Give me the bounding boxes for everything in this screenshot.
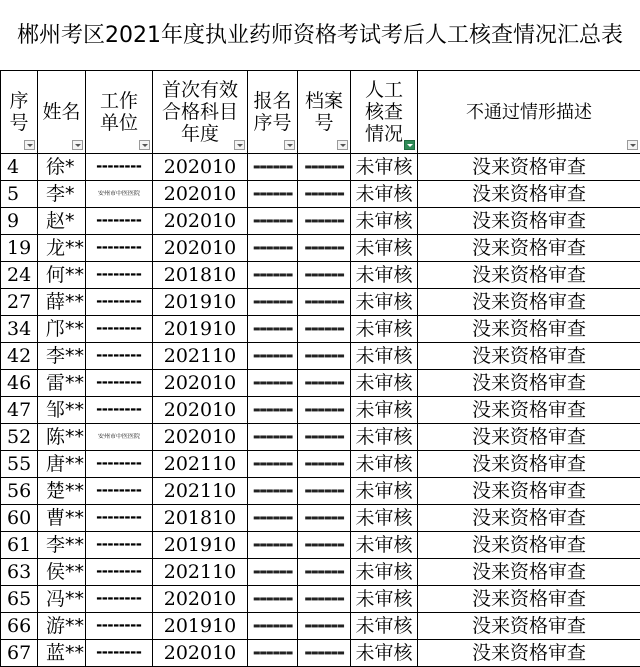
cell-unit: ▬▬▬▬▬▬▬▬	[86, 208, 153, 235]
cell-file-no: ▬▬▬▬▬▬	[298, 370, 351, 397]
cell-unit: ▬▬▬▬▬▬▬▬	[86, 613, 153, 640]
cell-name: 李*	[38, 181, 86, 208]
cell-name: 赵*	[38, 208, 86, 235]
filter-dropdown-icon[interactable]	[234, 140, 245, 150]
cell-reg-no: ▬▬▬▬▬▬	[248, 289, 298, 316]
cell-seq: 4	[1, 154, 38, 181]
cell-name: 李**	[38, 343, 86, 370]
cell-status: 未审核	[351, 235, 418, 262]
cell-unit: ▬▬▬▬▬▬▬▬	[86, 478, 153, 505]
cell-reg-no: ▬▬▬▬▬▬	[248, 397, 298, 424]
cell-name: 曹**	[38, 505, 86, 532]
cell-desc: 没来资格审查	[418, 640, 640, 667]
filter-active-icon[interactable]	[404, 140, 415, 150]
cell-file-no: ▬▬▬▬▬▬	[298, 154, 351, 181]
table-row	[1, 613, 640, 640]
cell-status: 未审核	[351, 289, 418, 316]
cell-name: 邹**	[38, 397, 86, 424]
cell-reg-no: ▬▬▬▬▬▬	[248, 424, 298, 451]
cell-year: 202110	[153, 343, 248, 370]
header-desc	[418, 71, 640, 154]
cell-seq: 63	[1, 559, 38, 586]
header-name-label: 姓名	[42, 101, 80, 123]
cell-reg-no: ▬▬▬▬▬▬	[248, 154, 298, 181]
cell-desc: 没来资格审查	[418, 505, 640, 532]
cell-name: 侯**	[38, 559, 86, 586]
cell-seq: 34	[1, 316, 38, 343]
cell-name: 冯**	[38, 586, 86, 613]
cell-unit: ▬▬▬▬▬▬▬▬	[86, 640, 153, 667]
results-table	[0, 70, 640, 667]
cell-reg-no: ▬▬▬▬▬▬	[248, 505, 298, 532]
table-row	[1, 208, 640, 235]
cell-file-no: ▬▬▬▬▬▬	[298, 235, 351, 262]
cell-reg-no: ▬▬▬▬▬▬	[248, 586, 298, 613]
cell-name: 陈**	[38, 424, 86, 451]
cell-name: 李**	[38, 532, 86, 559]
filter-dropdown-icon[interactable]	[139, 140, 150, 150]
header-file-no-label: 档案号	[303, 90, 345, 134]
cell-seq: 60	[1, 505, 38, 532]
table-row	[1, 424, 640, 451]
cell-reg-no: ▬▬▬▬▬▬	[248, 181, 298, 208]
cell-seq: 27	[1, 289, 38, 316]
cell-status: 未审核	[351, 505, 418, 532]
cell-year: 201810	[153, 262, 248, 289]
cell-status: 未审核	[351, 478, 418, 505]
cell-status: 未审核	[351, 154, 418, 181]
cell-desc: 没来资格审查	[418, 289, 640, 316]
cell-desc: 没来资格审查	[418, 397, 640, 424]
cell-year: 202110	[153, 559, 248, 586]
header-seq	[1, 71, 38, 154]
cell-reg-no: ▬▬▬▬▬▬	[248, 532, 298, 559]
header-reg-no-label: 报名序号	[252, 90, 294, 134]
filter-dropdown-icon[interactable]	[24, 140, 35, 150]
cell-year: 202010	[153, 181, 248, 208]
cell-file-no: ▬▬▬▬▬▬	[298, 532, 351, 559]
header-name	[38, 71, 86, 154]
cell-name: 何**	[38, 262, 86, 289]
cell-unit-text: 安州市中医医院	[98, 425, 140, 448]
cell-seq: 24	[1, 262, 38, 289]
table-row	[1, 343, 640, 370]
cell-year: 201910	[153, 613, 248, 640]
cell-reg-no: ▬▬▬▬▬▬	[248, 559, 298, 586]
header-status	[351, 71, 418, 154]
table-row	[1, 316, 640, 343]
cell-file-no: ▬▬▬▬▬▬	[298, 289, 351, 316]
table-row	[1, 640, 640, 667]
cell-status: 未审核	[351, 208, 418, 235]
cell-file-no: ▬▬▬▬▬▬	[298, 505, 351, 532]
cell-unit: ▬▬▬▬▬▬▬▬	[86, 532, 153, 559]
cell-year: 202010	[153, 235, 248, 262]
table-row	[1, 505, 640, 532]
cell-desc: 没来资格审查	[418, 451, 640, 478]
cell-desc: 没来资格审查	[418, 613, 640, 640]
cell-desc: 没来资格审查	[418, 559, 640, 586]
cell-reg-no: ▬▬▬▬▬▬	[248, 343, 298, 370]
cell-unit	[86, 181, 153, 208]
cell-unit: ▬▬▬▬▬▬▬▬	[86, 262, 153, 289]
cell-name: 游**	[38, 613, 86, 640]
cell-status: 未审核	[351, 640, 418, 667]
cell-seq: 67	[1, 640, 38, 667]
table-row	[1, 154, 640, 181]
cell-seq: 52	[1, 424, 38, 451]
cell-desc: 没来资格审查	[418, 208, 640, 235]
table-row	[1, 559, 640, 586]
cell-file-no: ▬▬▬▬▬▬	[298, 640, 351, 667]
cell-name: 唐**	[38, 451, 86, 478]
cell-file-no: ▬▬▬▬▬▬	[298, 343, 351, 370]
cell-seq: 9	[1, 208, 38, 235]
cell-status: 未审核	[351, 613, 418, 640]
table-row	[1, 586, 640, 613]
table-row	[1, 370, 640, 397]
cell-reg-no: ▬▬▬▬▬▬	[248, 235, 298, 262]
header-file-no	[298, 71, 351, 154]
cell-year: 202110	[153, 451, 248, 478]
cell-file-no: ▬▬▬▬▬▬	[298, 424, 351, 451]
cell-unit: ▬▬▬▬▬▬▬▬	[86, 505, 153, 532]
cell-reg-no: ▬▬▬▬▬▬	[248, 262, 298, 289]
table-row	[1, 532, 640, 559]
table-row	[1, 397, 640, 424]
cell-status: 未审核	[351, 316, 418, 343]
filter-dropdown-icon[interactable]	[627, 140, 638, 150]
cell-status: 未审核	[351, 343, 418, 370]
cell-unit: ▬▬▬▬▬▬▬▬	[86, 451, 153, 478]
cell-reg-no: ▬▬▬▬▬▬	[248, 370, 298, 397]
cell-desc: 没来资格审查	[418, 343, 640, 370]
filter-dropdown-icon[interactable]	[284, 140, 295, 150]
table-row	[1, 181, 640, 208]
cell-name: 薛**	[38, 289, 86, 316]
cell-desc: 没来资格审查	[418, 262, 640, 289]
cell-unit-text: 安州市中医医院	[98, 182, 140, 205]
cell-desc: 没来资格审查	[418, 316, 640, 343]
cell-status: 未审核	[351, 424, 418, 451]
cell-desc: 没来资格审查	[418, 532, 640, 559]
cell-status: 未审核	[351, 397, 418, 424]
header-desc-label: 不通过情形描述	[466, 102, 592, 124]
cell-year: 201910	[153, 289, 248, 316]
cell-status: 未审核	[351, 451, 418, 478]
cell-year: 202010	[153, 208, 248, 235]
table-body	[1, 154, 640, 667]
cell-unit: ▬▬▬▬▬▬▬▬	[86, 397, 153, 424]
cell-year: 201910	[153, 532, 248, 559]
cell-status: 未审核	[351, 559, 418, 586]
cell-year: 202010	[153, 370, 248, 397]
cell-file-no: ▬▬▬▬▬▬	[298, 316, 351, 343]
cell-reg-no: ▬▬▬▬▬▬	[248, 640, 298, 667]
cell-reg-no: ▬▬▬▬▬▬	[248, 451, 298, 478]
cell-file-no: ▬▬▬▬▬▬	[298, 451, 351, 478]
cell-name: 邝**	[38, 316, 86, 343]
cell-unit: ▬▬▬▬▬▬▬▬	[86, 235, 153, 262]
cell-year: 202010	[153, 640, 248, 667]
cell-seq: 19	[1, 235, 38, 262]
header-first-year	[153, 71, 248, 154]
cell-file-no: ▬▬▬▬▬▬	[298, 181, 351, 208]
cell-reg-no: ▬▬▬▬▬▬	[248, 613, 298, 640]
cell-unit: ▬▬▬▬▬▬▬▬	[86, 370, 153, 397]
table-row	[1, 289, 640, 316]
cell-unit	[86, 424, 153, 451]
cell-file-no: ▬▬▬▬▬▬	[298, 559, 351, 586]
table-row	[1, 478, 640, 505]
cell-name: 龙**	[38, 235, 86, 262]
cell-unit: ▬▬▬▬▬▬▬▬	[86, 559, 153, 586]
header-unit	[86, 71, 153, 154]
cell-name: 楚**	[38, 478, 86, 505]
cell-status: 未审核	[351, 262, 418, 289]
header-first-year-label: 首次有效合格科目年度	[158, 79, 242, 145]
header-status-label: 人工核查情况	[363, 79, 405, 145]
cell-year: 201810	[153, 505, 248, 532]
table-row	[1, 235, 640, 262]
cell-unit: ▬▬▬▬▬▬▬▬	[86, 586, 153, 613]
cell-year: 202010	[153, 586, 248, 613]
table-header-row	[1, 71, 640, 154]
cell-reg-no: ▬▬▬▬▬▬	[248, 208, 298, 235]
cell-year: 202010	[153, 154, 248, 181]
table-row	[1, 451, 640, 478]
cell-seq: 5	[1, 181, 38, 208]
cell-seq: 42	[1, 343, 38, 370]
cell-year: 202010	[153, 397, 248, 424]
cell-file-no: ▬▬▬▬▬▬	[298, 208, 351, 235]
filter-dropdown-icon[interactable]	[72, 140, 83, 150]
cell-unit: ▬▬▬▬▬▬▬▬	[86, 289, 153, 316]
cell-desc: 没来资格审查	[418, 154, 640, 181]
page-title: 郴州考区2021年度执业药师资格考试考后人工核查情况汇总表	[0, 0, 640, 70]
cell-status: 未审核	[351, 370, 418, 397]
cell-desc: 没来资格审查	[418, 586, 640, 613]
header-unit-label: 工作单位	[98, 90, 140, 134]
header-reg-no	[248, 71, 298, 154]
cell-file-no: ▬▬▬▬▬▬	[298, 586, 351, 613]
cell-reg-no: ▬▬▬▬▬▬	[248, 478, 298, 505]
cell-file-no: ▬▬▬▬▬▬	[298, 613, 351, 640]
cell-year: 201910	[153, 316, 248, 343]
cell-desc: 没来资格审查	[418, 424, 640, 451]
cell-seq: 46	[1, 370, 38, 397]
cell-name: 蓝**	[38, 640, 86, 667]
cell-name: 徐*	[38, 154, 86, 181]
table-row	[1, 262, 640, 289]
cell-seq: 56	[1, 478, 38, 505]
cell-unit: ▬▬▬▬▬▬▬▬	[86, 154, 153, 181]
cell-seq: 61	[1, 532, 38, 559]
cell-desc: 没来资格审查	[418, 370, 640, 397]
cell-year: 202010	[153, 424, 248, 451]
cell-seq: 65	[1, 586, 38, 613]
cell-desc: 没来资格审查	[418, 478, 640, 505]
cell-desc: 没来资格审查	[418, 181, 640, 208]
cell-seq: 55	[1, 451, 38, 478]
filter-dropdown-icon[interactable]	[337, 140, 348, 150]
cell-year: 202110	[153, 478, 248, 505]
cell-status: 未审核	[351, 586, 418, 613]
cell-name: 雷**	[38, 370, 86, 397]
header-seq-label: 序号	[8, 90, 30, 134]
cell-desc: 没来资格审查	[418, 235, 640, 262]
cell-status: 未审核	[351, 181, 418, 208]
cell-file-no: ▬▬▬▬▬▬	[298, 262, 351, 289]
cell-unit: ▬▬▬▬▬▬▬▬	[86, 316, 153, 343]
cell-file-no: ▬▬▬▬▬▬	[298, 397, 351, 424]
cell-seq: 47	[1, 397, 38, 424]
cell-seq: 66	[1, 613, 38, 640]
cell-status: 未审核	[351, 532, 418, 559]
cell-file-no: ▬▬▬▬▬▬	[298, 478, 351, 505]
cell-unit: ▬▬▬▬▬▬▬▬	[86, 343, 153, 370]
cell-reg-no: ▬▬▬▬▬▬	[248, 316, 298, 343]
